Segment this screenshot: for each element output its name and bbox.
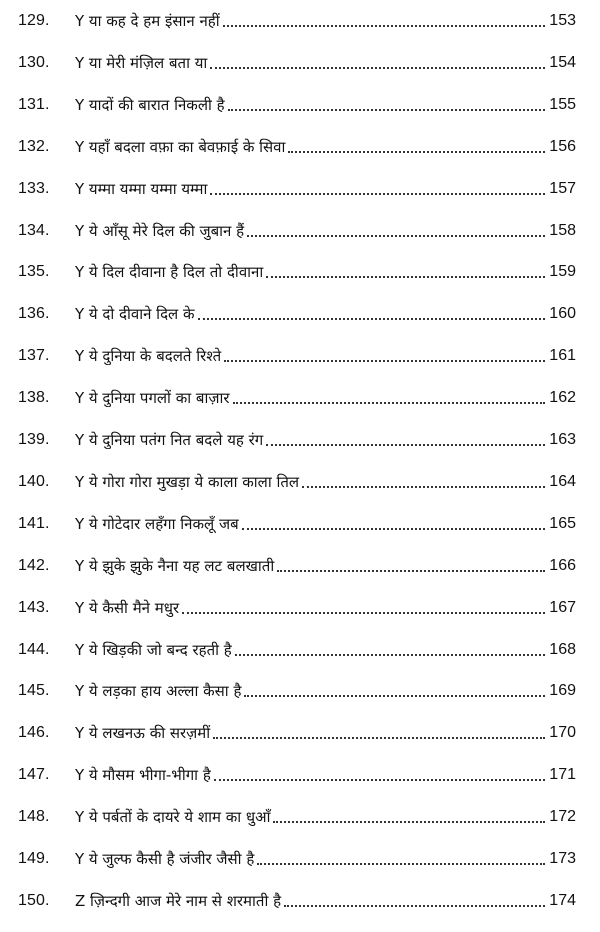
dot-leader	[247, 235, 545, 237]
entry-title: Y या कह दे हम इंसान नहीं	[75, 12, 220, 30]
page-number: 155	[549, 95, 576, 113]
dot-leader	[182, 612, 545, 614]
toc-row[interactable]	[0, 43, 600, 83]
toc-entry	[75, 724, 576, 742]
entry-title: Y ये दो दीवाने दिल के	[75, 305, 195, 324]
toc-entry	[75, 599, 576, 617]
toc-entry	[75, 389, 576, 407]
entry-number: 149.	[18, 850, 50, 867]
toc-entry	[75, 766, 576, 784]
toc-row[interactable]	[0, 252, 600, 292]
entry-title: Y ये मौसम भीगा-भीगा है	[75, 766, 211, 785]
toc-row[interactable]	[0, 881, 600, 921]
toc-entry	[75, 515, 576, 533]
page-number: 160	[549, 305, 576, 323]
entry-title: Y ये दुनिया पगलों का बाज़ार	[75, 389, 230, 408]
toc-row[interactable]	[0, 588, 600, 628]
toc-row[interactable]	[0, 127, 600, 167]
entry-number: 133.	[18, 179, 50, 197]
page-number: 172	[549, 808, 576, 826]
toc-row[interactable]	[0, 755, 600, 795]
page-number: 159	[549, 263, 576, 281]
entry-title: Y ये लड़का हाय अल्ला कैसा है	[75, 682, 242, 701]
toc-entry	[75, 54, 576, 72]
toc-row[interactable]	[0, 504, 600, 544]
entry-number: 146.	[18, 724, 50, 742]
entry-number: 135.	[18, 263, 50, 281]
entry-number: 139.	[18, 431, 50, 448]
page-number: 156	[549, 137, 576, 155]
dot-leader	[235, 654, 545, 656]
entry-number: 129.	[18, 12, 50, 29]
dot-leader	[257, 863, 545, 865]
page-number: 169	[549, 682, 576, 700]
entry-title: Y यादों की बारात निकली है	[75, 95, 225, 114]
toc-entry	[75, 641, 576, 659]
dot-leader	[288, 151, 545, 153]
entry-number: 145.	[18, 682, 50, 700]
dot-leader	[210, 67, 545, 69]
toc-entry	[75, 96, 576, 114]
page-number: 174	[549, 891, 576, 909]
page-number: 170	[549, 724, 576, 742]
dot-leader	[210, 193, 545, 195]
page-number: 167	[549, 598, 576, 616]
entry-number: 136.	[18, 305, 50, 323]
toc-entry	[75, 180, 576, 198]
entry-title: Y ये गोटेदार लहँगा निकलूँ जब	[75, 514, 239, 533]
dot-leader	[223, 25, 545, 27]
toc-row[interactable]	[0, 378, 600, 418]
dot-leader	[302, 486, 545, 488]
toc-row[interactable]	[0, 294, 600, 334]
dot-leader	[224, 360, 545, 362]
toc-entry	[75, 138, 576, 156]
entry-title: Y ये दिल दीवाना है दिल तो दीवाना	[75, 263, 264, 282]
dot-leader	[266, 276, 545, 278]
page-number: 164	[549, 472, 576, 490]
entry-number: 141.	[18, 514, 50, 532]
toc-entry	[75, 431, 576, 449]
toc-row[interactable]	[0, 797, 600, 837]
entry-title: Z ज़िन्दगी आज मेरे नाम से शरमाती है	[75, 891, 282, 910]
dot-leader	[242, 528, 545, 530]
dot-leader	[266, 444, 545, 446]
entry-title: Y ये गोरा गोरा मुखड़ा ये काला काला तिल	[75, 472, 300, 491]
entry-title: Y ये झुके झुके नैना यह लट बलखाती	[75, 556, 275, 575]
entry-number: 143.	[18, 598, 50, 616]
dot-leader	[273, 821, 545, 823]
toc-entry	[75, 222, 576, 240]
toc-row[interactable]	[0, 546, 600, 586]
entry-number: 140.	[18, 472, 50, 490]
entry-number: 144.	[18, 640, 50, 658]
toc-row[interactable]	[0, 839, 600, 879]
toc-entry	[75, 347, 576, 365]
page-number: 162	[549, 389, 576, 407]
entry-title: Y या मेरी मंज़िल बता या	[75, 53, 208, 72]
toc-row[interactable]	[0, 336, 600, 376]
toc-entry	[75, 263, 576, 281]
dot-leader	[233, 402, 546, 404]
entry-number: 137.	[18, 347, 50, 365]
entry-number: 130.	[18, 53, 50, 71]
entry-title: Y ये जुल्फ कैसी है जंजीर जैसी है	[75, 850, 255, 868]
page-number: 173	[549, 850, 576, 867]
entry-title: Y ये खिड़की जो बन्द रहती है	[75, 640, 232, 659]
entry-number: 138.	[18, 389, 50, 407]
dot-leader	[277, 570, 545, 572]
toc-entry	[75, 12, 576, 30]
page-number: 171	[549, 766, 576, 784]
entry-title: Y यहाँ बदला वफ़ा का बेवफ़ाई के सिवा	[75, 137, 286, 156]
dot-leader	[213, 737, 545, 739]
page-number: 153	[549, 12, 576, 29]
page-number: 166	[549, 556, 576, 574]
toc-row[interactable]	[0, 1, 600, 41]
dot-leader	[228, 109, 545, 111]
page-number: 161	[549, 347, 576, 365]
toc-entry	[75, 850, 576, 868]
toc-row[interactable]	[0, 462, 600, 502]
page-number: 165	[549, 514, 576, 532]
dot-leader	[198, 318, 546, 320]
entry-title: Y ये आँसू मेरे दिल की जुबान हैं	[75, 221, 245, 240]
toc-row[interactable]	[0, 85, 600, 125]
entry-number: 148.	[18, 808, 50, 826]
toc-row[interactable]	[0, 169, 600, 209]
entry-title: Y ये पर्बतों के दायरे ये शाम का धुआँ	[75, 808, 271, 827]
dot-leader	[284, 905, 545, 907]
toc-entry	[75, 557, 576, 575]
toc-entry	[75, 682, 576, 700]
toc-row[interactable]	[0, 630, 600, 670]
page-number: 163	[549, 431, 576, 448]
page-number: 168	[549, 640, 576, 658]
entry-number: 132.	[18, 137, 50, 155]
entry-number: 142.	[18, 556, 50, 574]
toc-row[interactable]	[0, 420, 600, 460]
dot-leader	[244, 695, 545, 697]
page-number: 158	[549, 221, 576, 239]
toc-entry	[75, 892, 576, 910]
toc-entry	[75, 473, 576, 491]
entry-title: Y ये लखनऊ की सरज़मीं	[75, 724, 211, 743]
toc-row[interactable]	[0, 713, 600, 753]
dot-leader	[214, 779, 545, 781]
entry-number: 131.	[18, 95, 50, 113]
entry-number: 150.	[18, 891, 50, 909]
entry-title: Y यम्मा यम्मा यम्मा यम्मा	[75, 179, 208, 198]
entry-title: Y ये दुनिया पतंग नित बदले यह रंग	[75, 431, 264, 449]
entry-title: Y ये कैसी मैने मधुर	[75, 598, 180, 617]
toc-row[interactable]	[0, 671, 600, 711]
page-number: 154	[549, 53, 576, 71]
entry-number: 147.	[18, 766, 50, 784]
page-number: 157	[549, 179, 576, 197]
entry-number: 134.	[18, 221, 50, 239]
toc-row[interactable]	[0, 211, 600, 251]
toc-entry	[75, 808, 576, 826]
toc-entry	[75, 305, 576, 323]
entry-title: Y ये दुनिया के बदलते रिश्ते	[75, 347, 222, 366]
